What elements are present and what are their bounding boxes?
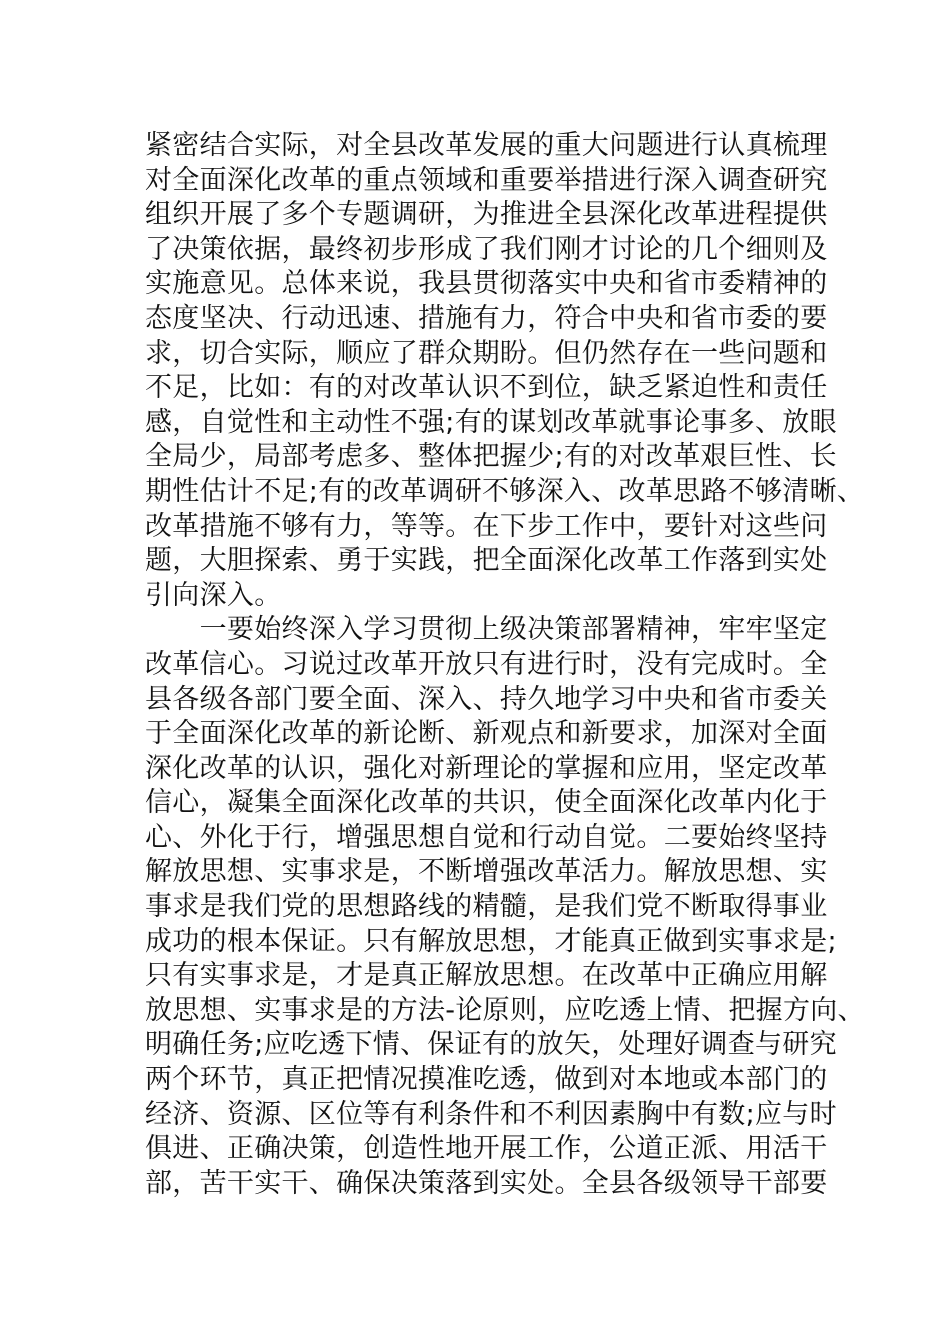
text-line: 不足，比如：有的对改革认识不到位，缺乏紧迫性和责任: [145, 372, 828, 404]
text-line: 两个环节，真正把情况摸准吃透，做到对本地或本部门的: [145, 1064, 828, 1096]
text-line: 改革信心。习说过改革开放只有进行时，没有完成时。全: [145, 648, 828, 680]
text-line: 引向深入。: [145, 579, 282, 611]
text-line: 县各级各部门要全面、深入、持久地学习中央和省市委关: [145, 683, 828, 715]
text-line: 全局少，局部考虑多、整体把握少;有的对改革艰巨性、长: [145, 441, 837, 473]
text-line: 部，苦干实干、确保决策落到实处。全县各级领导干部要: [145, 1167, 828, 1199]
text-line: 题，大胆探索、勇于实践，把全面深化改革工作落到实处: [145, 545, 828, 577]
text-line: 只有实事求是，才是真正解放思想。在改革中正确应用解: [145, 960, 828, 992]
text-line: 对全面深化改革的重点领域和重要举措进行深入调查研究: [145, 164, 828, 196]
text-line: 经济、资源、区位等有利条件和不利因素胸中有数;应与时: [145, 1098, 837, 1130]
text-line: 成功的根本保证。只有解放思想，才能真正做到实事求是;: [145, 925, 837, 957]
text-line: 深化改革的认识，强化对新理论的掌握和应用，坚定改革: [145, 752, 828, 784]
text-line: 明确任务;应吃透下情、保证有的放矢，处理好调查与研究: [145, 1029, 837, 1061]
text-line: 心、外化于行，增强思想自觉和行动自觉。二要始终坚持: [145, 821, 828, 853]
text-line: 态度坚决、行动迅速、措施有力，符合中央和省市委的要: [145, 302, 828, 334]
text-line: 一要始终深入学习贯彻上级决策部署精神，牢牢坚定: [145, 614, 828, 646]
text-line: 于全面深化改革的新论断、新观点和新要求，加深对全面: [145, 718, 828, 750]
text-line: 感，自觉性和主动性不强;有的谋划改革就事论事多、放眼: [145, 406, 837, 438]
text-line: 信心，凝集全面深化改革的共识，使全面深化改革内化于: [145, 787, 828, 819]
text-line: 求，切合实际，顺应了群众期盼。但仍然存在一些问题和: [145, 337, 828, 369]
text-line: 紧密结合实际，对全县改革发展的重大问题进行认真梳理: [145, 130, 828, 161]
text-line: 事求是我们党的思想路线的精髓，是我们党不断取得事业: [145, 891, 828, 923]
text-line: 改革措施不够有力，等等。在下步工作中，要针对这些问: [145, 510, 828, 542]
text-line: 组织开展了多个专题调研，为推进全县深化改革进程提供: [145, 199, 828, 231]
text-line: 期性估计不足;有的改革调研不够深入、改革思路不够清晰、: [145, 475, 865, 507]
text-line: 实施意见。总体来说，我县贯彻落实中央和省市委精神的: [145, 268, 828, 300]
body-text: [145, 129, 865, 1201]
text-line: 解放思想、实事求是，不断增强改革活力。解放思想、实: [145, 856, 828, 888]
text-line: 俱进、正确决策，创造性地开展工作，公道正派、用活干: [145, 1133, 828, 1165]
text-line: 放思想、实事求是的方法-论原则，应吃透上情、把握方向、: [145, 994, 865, 1026]
text-line: 了决策依据，最终初步形成了我们刚才讨论的几个细则及: [145, 233, 828, 265]
